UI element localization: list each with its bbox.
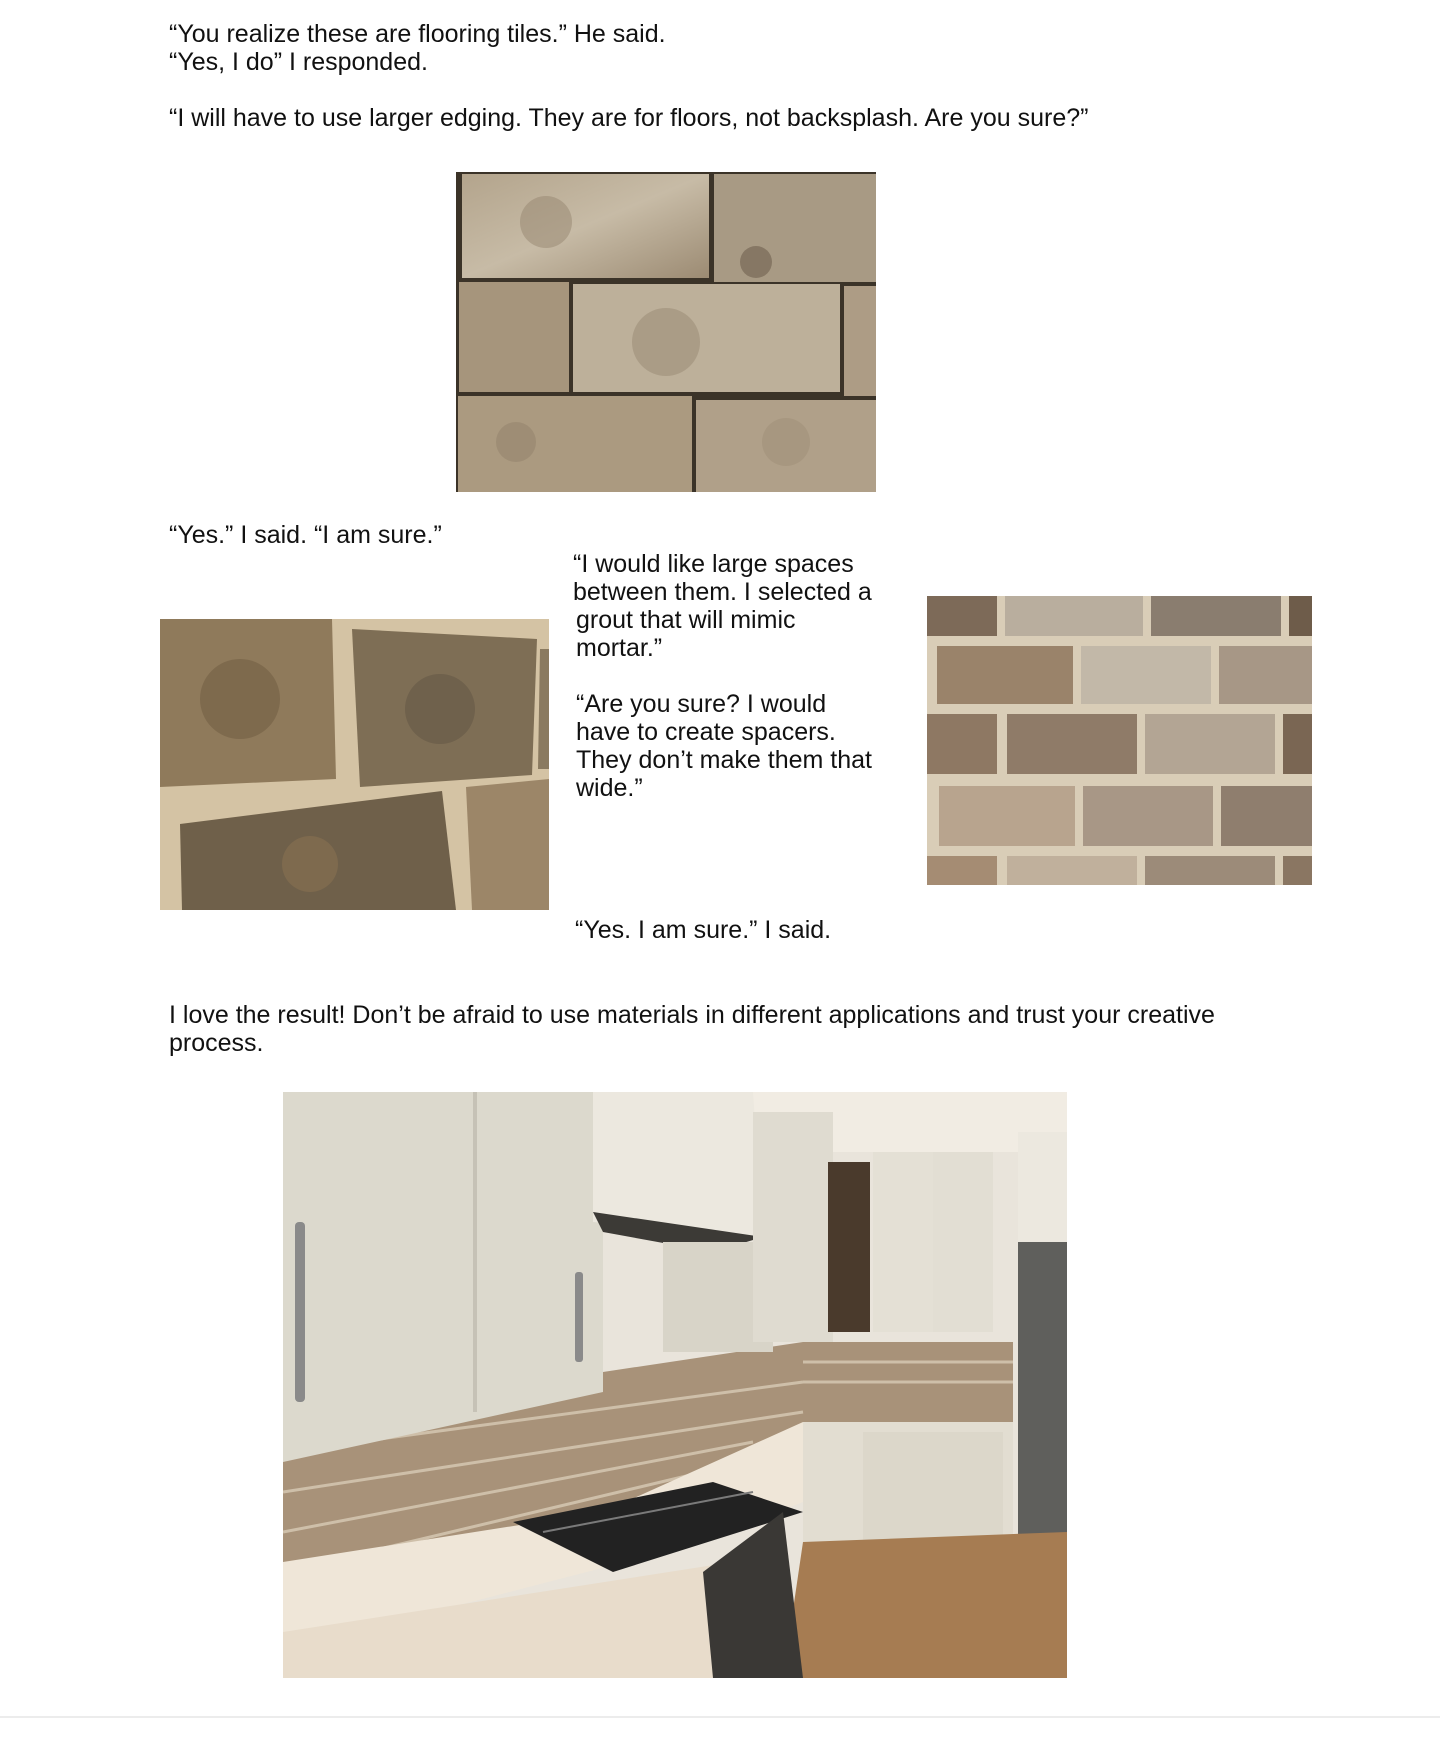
- middle-line-6: “Are you sure? I would: [576, 690, 827, 718]
- kitchen-photo: [283, 1092, 1067, 1678]
- middle-line-3: grout that will mimic: [576, 606, 796, 634]
- middle-line-9: wide.”: [576, 774, 643, 802]
- tile-photo-right: [927, 596, 1312, 885]
- dialogue-line-5: “Yes. I am sure.” I said.: [575, 916, 832, 944]
- page-divider: [0, 1716, 1440, 1718]
- middle-line-4: mortar.”: [576, 634, 663, 662]
- dialogue-line-4: “Yes.” I said. “I am sure.”: [169, 521, 442, 549]
- middle-line-2: between them. I selected a: [573, 578, 872, 606]
- closing-line-1: I love the result! Don’t be afraid to use materials in different applications and trust your creative: [169, 1001, 1215, 1029]
- middle-line-7: have to create spacers.: [576, 718, 836, 746]
- dialogue-line-1: “You realize these are flooring tiles.” He said.: [169, 20, 666, 48]
- tile-photo-left: [160, 619, 549, 910]
- middle-line-8: They don’t make them that: [576, 746, 872, 774]
- dialogue-line-2: “Yes, I do” I responded.: [169, 48, 428, 76]
- middle-line-1: “I would like large spaces: [573, 550, 854, 578]
- dialogue-line-3: “I will have to use larger edging. They are for floors, not backsplash. Are you sure?”: [169, 104, 1089, 132]
- tile-photo-top: [456, 172, 876, 492]
- closing-line-2: process.: [169, 1029, 264, 1057]
